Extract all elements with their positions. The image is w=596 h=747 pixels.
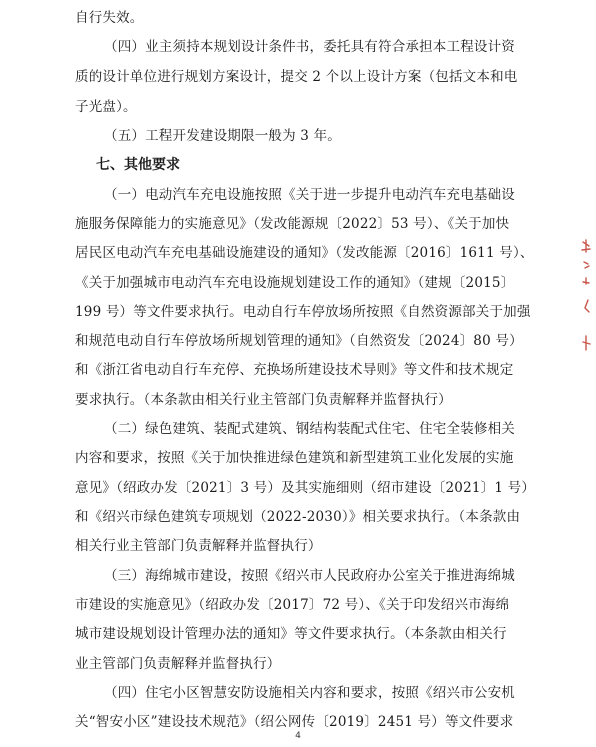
text-line: 自行失效。 xyxy=(75,10,144,26)
text-line: 关“智安小区”建设技术规范》（绍公网传〔2019〕2451 号）等文件要求 xyxy=(75,714,514,730)
text-line: 和规范电动自行车停放场所规划管理的通知》（自然资发〔2024〕80 号） xyxy=(75,333,523,349)
text-line: 内容和要求，按照《关于加快推进绿色建筑和新型建筑工业化发展的实施 xyxy=(75,450,514,466)
page-number: 4 xyxy=(295,731,301,741)
text-line: （四）住宅小区智慧安防设施相关内容和要求，按照《绍兴市公安机 xyxy=(104,685,515,701)
text-line: 居民区电动汽车充电基础设施建设的通知》（发改能源〔2016〕1611 号）、 xyxy=(75,245,534,261)
text-line: 子光盘）。 xyxy=(75,99,137,115)
red-seal-edge-mark xyxy=(580,238,592,356)
text-line: 质的设计单位进行规划方案设计，提交 2 个以上设计方案（包括文本和电 xyxy=(75,69,518,85)
text-line: （四）业主须持本规划设计条件书，委托具有符合承担本工程设计资 xyxy=(104,39,515,55)
text-line: （五）工程开发建设期限一般为 3 年。 xyxy=(104,128,341,144)
text-line: 意见》（绍政办发〔2021〕3 号）及其实施细则（绍市建设〔2021〕1 号） xyxy=(75,480,536,496)
text-line: （二）绿色建筑、装配式建筑、钢结构装配式住宅、住宅全装修相关 xyxy=(104,421,515,437)
text-line: （一）电动汽车充电设施按照《关于进一步提升电动汽车充电基础设 xyxy=(104,187,515,203)
text-line: 《关于加强城市电动汽车充电设施规划建设工作的通知》（建规〔2015〕 xyxy=(75,275,515,291)
text-line: 和《浙江省电动自行车充停、充换场所建设技术导则》等文件和技术规定 xyxy=(75,362,514,378)
text-line: 199 号）等文件要求执行。电动自行车停放场所按照《自然资源部关于加强 xyxy=(75,304,531,320)
text-line: 业主管部门负责解释并监督执行） xyxy=(75,656,281,672)
text-line: 城市建设规划设计管理办法的通知》等文件要求执行。（本条款由相关行 xyxy=(75,626,507,642)
text-line: 市建设的实施意见》（绍政办发〔2017〕72 号）、《关于印发绍兴市海绵 xyxy=(75,597,510,613)
text-line: 要求执行。（本条款由相关行业主管部门负责解释并监督执行） xyxy=(75,392,452,408)
section-heading: 七、其他要求 xyxy=(96,157,180,173)
text-line: 和《绍兴市绿色建筑专项规划（2022-2030）》相关要求执行。（本条款由 xyxy=(75,509,521,525)
text-line: 相关行业主管部门负责解释并监督执行） xyxy=(75,538,322,554)
text-line: 施服务保障能力的实施意见》（发改能源规〔2022〕53 号）、《关于加快 xyxy=(75,216,510,232)
text-line: （三）海绵城市建设，按照《绍兴市人民政府办公室关于推进海绵城 xyxy=(104,568,515,584)
